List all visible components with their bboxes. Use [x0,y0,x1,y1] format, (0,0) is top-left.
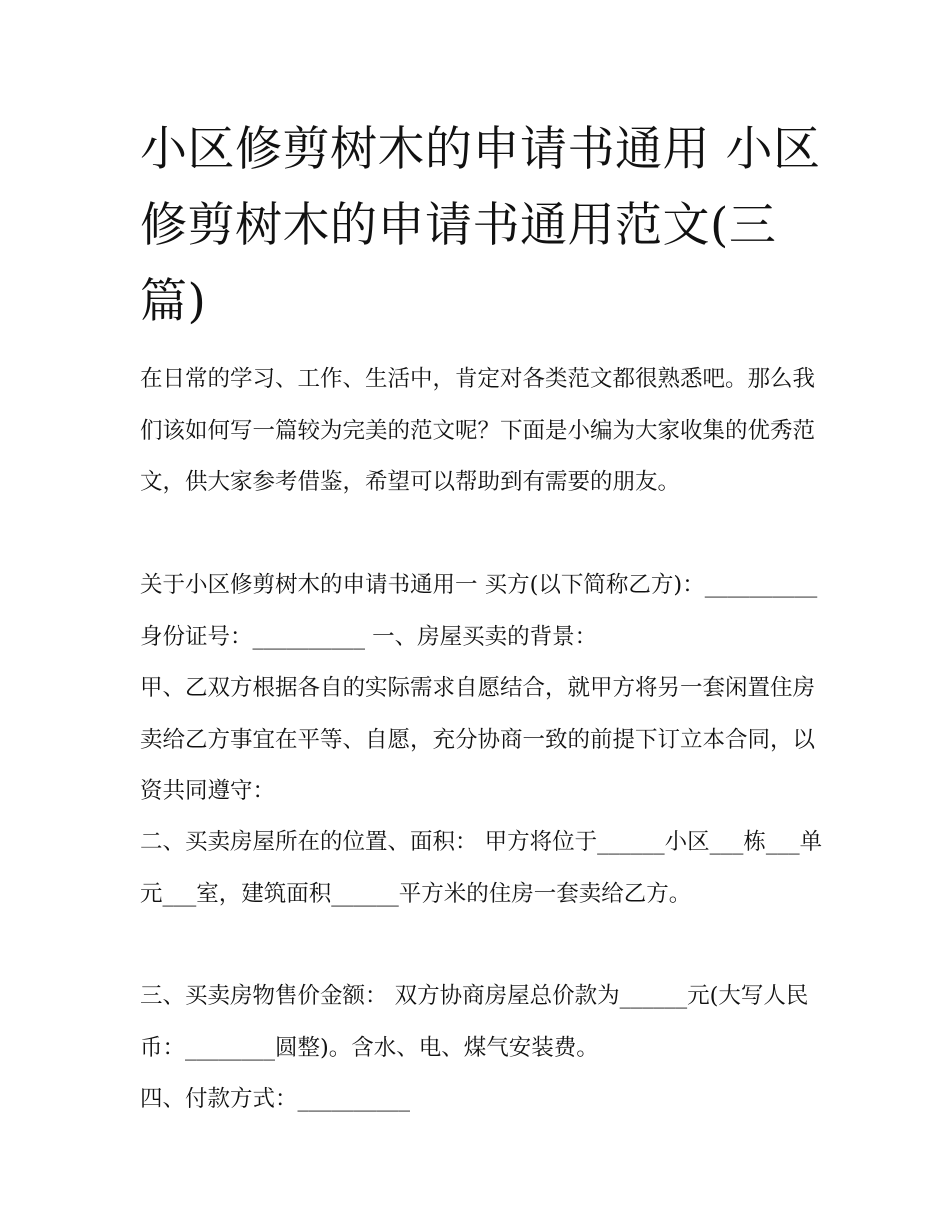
buyer-info-paragraph: 关于小区修剪树木的申请书通用一 买方(以下简称乙方)：__________ 身份证号：__________ 一、房屋买卖的背景： [140,572,825,650]
price-paragraph: 三、买卖房物售价金额： 双方协商房屋总价款为______元(大写人民币：________圆整)。含水、电、煤气安装费。 [140,983,809,1061]
payment-method-paragraph: 四、付款方式：__________ [140,1086,411,1112]
background-paragraph: 甲、乙双方根据各自的实际需求自愿结合，就甲方将另一套闲置住房卖给乙方事宜在平等、自愿，充分协商一致的前提下订立本合同，以资共同遵守： [140,675,816,804]
intro-paragraph: 在日常的学习、工作、生活中，肯定对各类范文都很熟悉吧。那么我们该如何写一篇较为完美的范文呢？下面是小编为大家收集的优秀范文，供大家参考借鉴，希望可以帮助到有需要的朋友。 [140,366,816,495]
document-title: 小区修剪树木的申请书通用 小区修剪树木的申请书通用范文(三篇) [140,122,821,329]
location-area-paragraph: 二、买卖房屋所在的位置、面积： 甲方将位于______小区___栋___单元___室，建筑面积______平方米的住房一套卖给乙方。 [140,829,823,907]
